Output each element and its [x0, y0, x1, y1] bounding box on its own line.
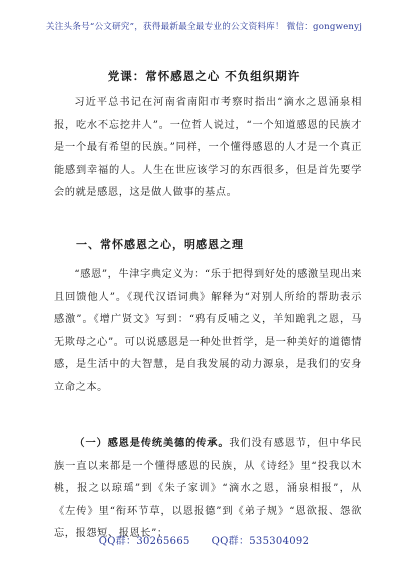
footer-contact [0, 532, 408, 547]
paragraph-intro: 习近平总书记在河南省南阳市考察时指出“滴水之恩涌泉相报，吃水不忘挖井人”。一位哲人说过，“一个知道感恩的民族才是一个最有希望的民族。”同样，一个懂得感恩的人才是一个真正能感到幸福的人。人生在世应该学习的东西很多，但是首先要学会的就是感恩，这是做人做事的基点。 [54, 97, 362, 199]
subsection-heading: （一）感恩是传统美德的传承。 [74, 437, 230, 449]
paragraph-tradition-text: 我们没有感恩节，但中华民族一直以来都是一个懂得感恩的民族，从《诗经》里“投我以木桃，报之以琼瑶”到《朱子家训》“滴水之恩，涌泉相报”，从《左传》里“衔环节草，以恩报德”到《弟子规》“恩欲报、怨欲忘，报怨短、报恩长”； [54, 438, 362, 540]
paragraph-tradition [54, 432, 362, 546]
paragraph-definition: “感恩”，牛津字典定义为：“乐于把得到好处的感激呈现出来且回馈他人”。《现代汉语词典》解释为“对别人所给的帮助表示感激”。《增广贤文》写到：“鸦有反哺之义，羊知跪乳之恩，马无欺母之心”。可以说感恩是一种处世哲学，是一种美好的道德情感，是生活中的大智慧，是自我发展的动力源泉，是我们的安身立命之本。 [54, 269, 362, 393]
qq-group-1: QQ群：30265665 [98, 536, 190, 547]
document-title: 党课：常怀感恩之心 不负组织期许 [107, 69, 301, 83]
header-banner: 关注头条号“公文研究”，获得最新最全最专业的公文资料库！ 微信：gongwenyj [45, 22, 363, 32]
qq-group-2: QQ群：535304092 [211, 536, 310, 547]
section-heading: 一、常怀感恩之心，明感恩之理 [76, 238, 244, 251]
